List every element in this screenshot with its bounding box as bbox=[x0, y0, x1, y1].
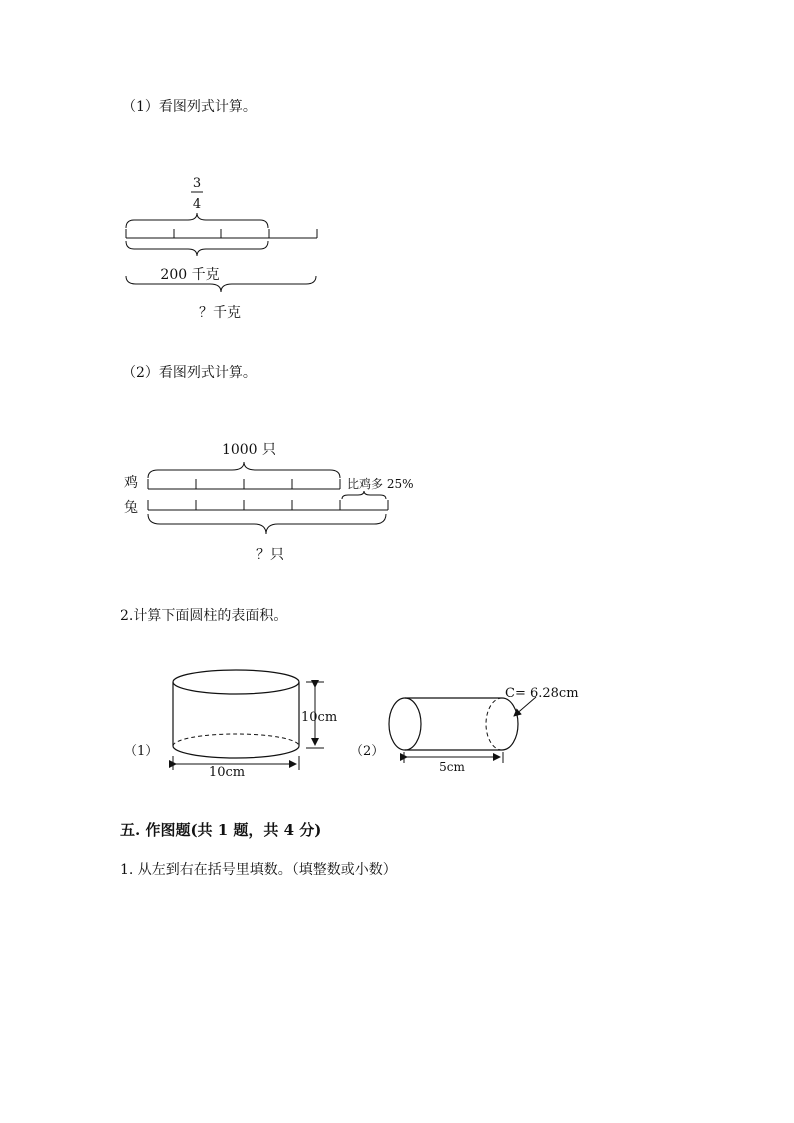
cyl2-length-label: 5cm bbox=[439, 760, 465, 774]
q1-fraction-numerator: 3 bbox=[192, 176, 202, 191]
q1-unknown-label: ？千克 bbox=[199, 305, 241, 321]
q2-label: （2）看图列式计算。 bbox=[122, 365, 257, 381]
cyl1-top bbox=[173, 670, 299, 694]
q1-fraction-denominator: 4 bbox=[192, 197, 202, 212]
q2-row2-label: 兔 bbox=[124, 500, 138, 516]
cyl2-right-back bbox=[486, 698, 502, 750]
q2-row1-label: 鸡 bbox=[124, 475, 138, 491]
q1-known-label: 200 千克 bbox=[160, 267, 220, 283]
cyl1-bottom-back bbox=[173, 734, 299, 746]
cylinder-question: 2.计算下面圆柱的表面积。 bbox=[120, 608, 288, 624]
cyl1-height-label: 10cm bbox=[301, 710, 338, 725]
cyl1-diameter-label: 10cm bbox=[208, 765, 246, 780]
q1-label: （1）看图列式计算。 bbox=[122, 99, 257, 115]
section5-item1: 1. 从左到右在括号里填数。（填整数或小数） bbox=[120, 862, 397, 878]
cyl2-right-front bbox=[502, 698, 518, 750]
q2-unknown-label: ？只 bbox=[256, 547, 284, 563]
q2-top-label: 1000 只 bbox=[221, 442, 277, 458]
cyl2-circumference-label: C= 6.28cm bbox=[505, 686, 579, 701]
q2-extra-label: 比鸡多 25% bbox=[347, 477, 414, 491]
cyl2-label: （2） bbox=[350, 744, 385, 759]
section5-title: 五. 作图题(共 1 题，共 4 分) bbox=[120, 821, 322, 839]
cyl1-bottom-front bbox=[173, 746, 299, 758]
cyl2-left-end bbox=[389, 698, 421, 750]
cyl1-label: （1） bbox=[124, 744, 159, 759]
